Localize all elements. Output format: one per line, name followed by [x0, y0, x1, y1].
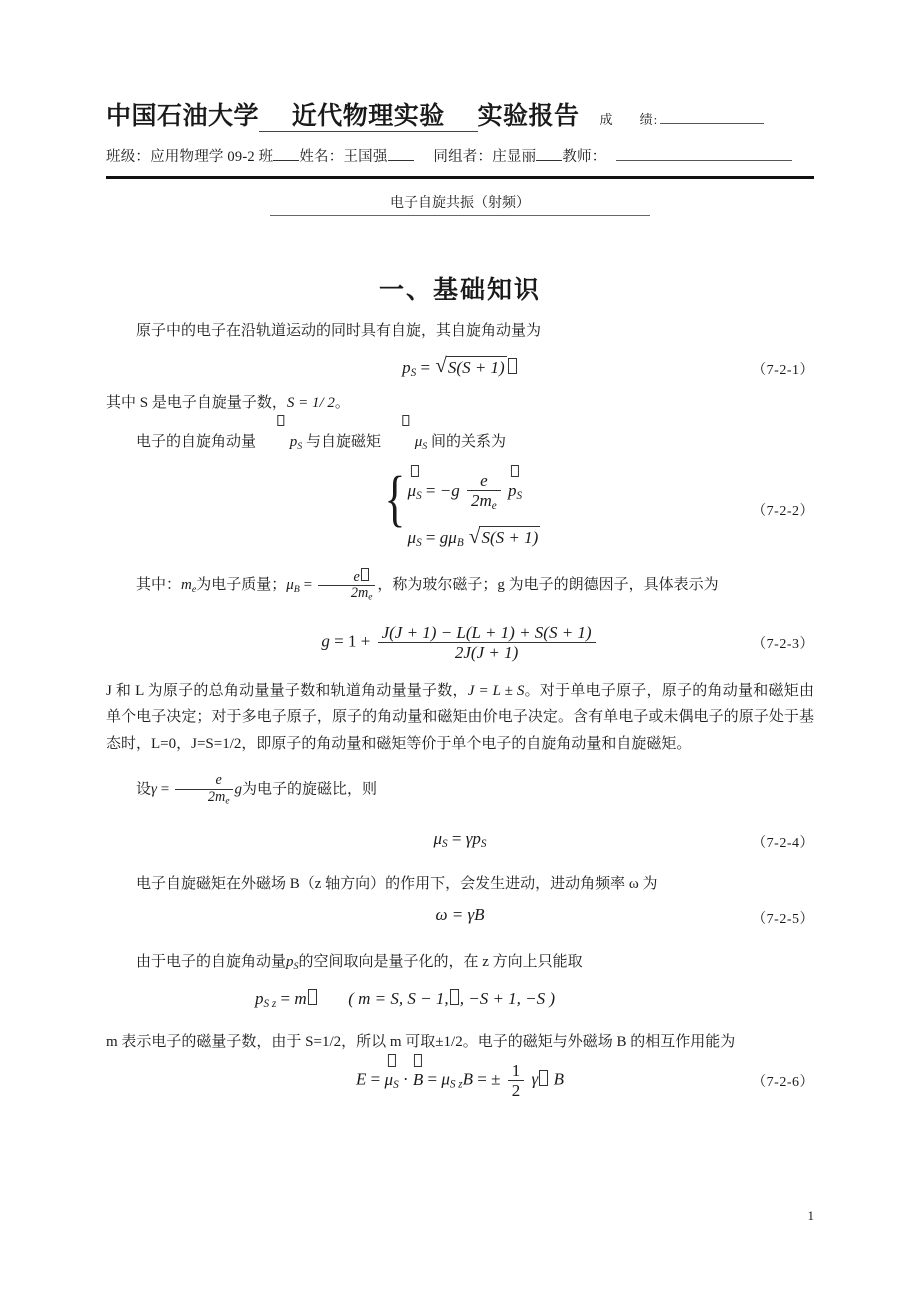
paragraph-5 [106, 678, 814, 757]
eq1-radical [435, 356, 506, 378]
equation-7-2-5: ω = γB [435, 904, 485, 924]
header-divider-rule [106, 176, 814, 179]
equation-7-2-2-row [106, 464, 814, 550]
p6-prefix: 设 [136, 781, 152, 798]
eq2-l2-op: = [425, 528, 436, 548]
eq7-lhs: E [356, 1069, 367, 1089]
p2-prefix: 其中 S 是电子自旋量子数， [106, 395, 287, 412]
vector-arrow-box-glyph-3 [411, 465, 419, 478]
eq7-muz-sub: S z [449, 1078, 463, 1091]
p5-rest: 。对于单电子原子，原子的角动量和磁矩由单个电子决定；对于多电子原子，原子的角动量和磁矩由价电子决定。含有单电子或未偶电子的原子处于基态时，L=0，J=S=1/2，即原子的角动量和磁矩等价于单个电子的自旋角动量和自旋磁矩。 [106, 683, 814, 752]
p3-prefix: 电子的自旋角动量 [136, 433, 257, 450]
p6-gyromagnetic-fraction [175, 773, 233, 807]
title-underline-segment [259, 104, 478, 132]
p4-mub: μ [286, 576, 294, 593]
vector-arrow-box-glyph-1 [277, 415, 284, 426]
partner-label: 同组者： [433, 149, 493, 165]
p2-suffix: 。 [334, 395, 350, 412]
class-value[interactable]: 应用物理学 09-2 班 [150, 149, 274, 165]
p4-mub-sub: B [293, 583, 300, 595]
eq6-op: = [280, 989, 291, 1009]
vector-arrow-box-glyph-6 [414, 1054, 422, 1067]
eq7-frac-den: 2 [508, 1080, 525, 1100]
equation-7-2-2 [106, 464, 814, 550]
p4-frac-num: e [318, 568, 376, 586]
eq4-op: = [451, 828, 462, 848]
eq1-lhs-sub: S [410, 367, 417, 380]
p5-math: J = L ± S [467, 683, 525, 700]
name-fill-line[interactable] [388, 160, 414, 161]
equation-7-2-1-row [106, 356, 814, 382]
eq7-op-3: = [477, 1069, 487, 1089]
hbar-box-glyph-4 [539, 1070, 548, 1086]
equation-7-2-2-number: （7-2-2） [752, 504, 814, 520]
hbar-box-glyph-3 [308, 989, 317, 1005]
equation-quantization [106, 989, 814, 1010]
equation-7-2-6-row [106, 1061, 814, 1100]
eq2-rows [406, 471, 541, 550]
paragraph-2 [106, 390, 814, 416]
page-number: 1 [807, 1208, 814, 1223]
eq7-half-fraction [508, 1061, 525, 1100]
score-label-2: 绩: [639, 112, 659, 127]
equation-7-2-6-number: （7-2-6） [752, 1074, 814, 1090]
eq3-fraction [378, 623, 596, 662]
equation-quantization-row [106, 989, 814, 1015]
eq4-rhs: γp [465, 828, 481, 848]
eq2-left-brace: { [384, 464, 406, 533]
eq7-frac-num: 1 [511, 1061, 521, 1081]
eq3-frac-num: J(J + 1) − L(L + 1) + S(S + 1) [381, 623, 592, 643]
p2-math: S = 1/ 2 [286, 395, 335, 412]
eq2-l1-sign: −g [439, 480, 460, 500]
eq2-l2-radicand: S(S + 1) [481, 528, 539, 548]
ellipsis-box-glyph [450, 989, 459, 1005]
equation-7-2-6 [106, 1061, 814, 1100]
paragraph-4 [106, 568, 814, 603]
eq2-l2-radical [469, 526, 540, 548]
eq2-line-2 [408, 526, 541, 549]
vector-arrow-box-glyph-5 [388, 1054, 396, 1067]
name-value[interactable]: 王国强 [343, 149, 388, 165]
eq4-rhs-sub: S [480, 837, 487, 850]
p4-me-sub: e [191, 583, 197, 595]
teacher-input-blank[interactable] [616, 148, 792, 161]
eq2-l1-frac-num: e [480, 470, 488, 490]
eq7-op-2: = [427, 1069, 438, 1089]
eq2-l2-factor: gμ [439, 528, 457, 548]
eq2-l1-fraction [467, 471, 501, 513]
p8-p-sub: S [293, 960, 299, 972]
eq2-vector-p: $p_S$ [508, 481, 522, 502]
p8-suffix: 的空间取向是量子化的，在 z 方向上只能取 [298, 953, 583, 970]
eq7-op-1: = [370, 1069, 381, 1089]
p3-vector-mu: $\mu_S$ [385, 429, 427, 455]
eq2-l2-lhs-sub: S [416, 537, 422, 550]
eq7-muz: μ [441, 1069, 450, 1089]
equation-7-2-3-number: （7-2-3） [752, 636, 814, 652]
eq1-lhs: p [402, 358, 411, 378]
eq3-one: 1 + [347, 631, 371, 651]
eq6-condition: ( m = S, S − 1, [348, 989, 449, 1009]
report-header-info-row [106, 145, 814, 166]
eq6-lhs: p [254, 989, 264, 1009]
score-input-blank[interactable] [660, 111, 764, 124]
university-name: 中国石油大学 [106, 103, 260, 130]
equation-7-2-4-row [106, 829, 814, 855]
p5-prefix: J 和 L 为原子的总角动量量子数和轨道角动量量子数， [106, 683, 468, 700]
eq2-l2-factor-sub: B [456, 537, 464, 550]
p6-frac-den: $2m_e$ [175, 789, 233, 807]
p3-middle: 与自旋磁矩 [305, 433, 381, 450]
equation-7-2-5-number: （7-2-5） [752, 911, 814, 927]
p8-prefix: 由于电子的自旋角动量 [136, 953, 287, 970]
equation-7-2-3-row [106, 623, 814, 662]
class-fill-line[interactable] [273, 160, 299, 161]
paragraph-8 [106, 949, 814, 975]
partner-fill-line[interactable] [536, 160, 562, 161]
eq7-b3: B [553, 1069, 564, 1089]
eq4-lhs-sub: S [442, 837, 448, 850]
eq6-condition-2: , −S + 1, −S ) [459, 989, 556, 1009]
p4-bohr-magneton-fraction [318, 568, 376, 603]
name-label: 姓名： [299, 149, 344, 165]
p4-middle-1: 为电子质量； [196, 576, 287, 593]
eq7-b2: B [462, 1069, 474, 1089]
equation-7-2-1 [106, 356, 814, 379]
p6-g: g [234, 781, 242, 798]
p4-frac-den: $2m_e$ [318, 585, 376, 603]
paragraph-9: m 表示电子的磁量子数，由于 S=1/2，所以 m 可取±1/2。电子的磁矩与外磁场 B 的相互作用能为 [106, 1034, 736, 1051]
p4-middle-2: ，称为玻尔磁子；g 为电子的朗德因子，具体表示为 [377, 576, 719, 593]
eq2-system [380, 464, 541, 550]
eq1-radicand: S(S + 1) [447, 358, 505, 378]
report-header-title-row [106, 104, 814, 132]
eq2-line-1 [408, 471, 541, 513]
hbar-box-glyph-2 [361, 568, 369, 582]
equation-7-2-5-row [106, 905, 814, 931]
eq6-rhs: m [294, 989, 307, 1009]
p6-frac-num: e [215, 771, 222, 788]
eq7-vector-mu: $\mu_S$ [385, 1070, 399, 1091]
eq7-plusminus: ± [491, 1069, 501, 1089]
vector-arrow-box-glyph-4 [511, 465, 519, 478]
equation-7-2-3 [106, 623, 814, 662]
paragraph-3 [106, 429, 814, 455]
eq2-l1-frac-den: $2m_e$ [467, 490, 501, 513]
equation-7-2-4-number: （7-2-4） [752, 835, 814, 851]
paragraph-7: 电子自旋磁矩在外磁场 B（z 轴方向）的作用下，会发生进动，进动角频率 ω 为 [136, 875, 658, 892]
paragraph-6 [106, 773, 814, 807]
eq6-lhs-sub: S z [263, 998, 277, 1011]
eq3-lhs: g [321, 631, 330, 651]
eq1-operator: = [420, 358, 431, 378]
section-heading: 一、基础知识 [378, 277, 541, 304]
eq7-dot: · [402, 1069, 409, 1089]
p3-vector-p: $p_S$ [260, 429, 302, 455]
eq3-frac-den: 2J(J + 1) [378, 642, 596, 662]
course-name: 近代物理实验 [291, 103, 445, 130]
eq7-vector-b: B [413, 1070, 423, 1090]
score-label: 成 [599, 112, 614, 127]
p3-suffix: 间的关系为 [430, 433, 506, 450]
p4-me: m [181, 576, 192, 593]
document-type: 实验报告 [477, 103, 580, 130]
p6-suffix: 为电子的旋磁比，则 [242, 781, 378, 798]
p6-gamma: γ [151, 781, 157, 798]
vector-arrow-box-glyph-2 [402, 415, 409, 426]
experiment-title: 电子自旋共振（射频） [270, 192, 650, 216]
eq2-vector-mu: $\mu_S$ [408, 481, 422, 502]
p4-prefix: 其中： [136, 576, 182, 593]
p4-equals: = [303, 576, 313, 593]
partner-value[interactable]: 庄显丽 [492, 149, 537, 165]
eq7-gamma: γ [531, 1069, 539, 1089]
eq2-l2-lhs: μ [407, 528, 417, 548]
equation-7-2-1-number: （7-2-1） [752, 363, 814, 379]
experiment-title-row [106, 192, 814, 216]
hbar-box-glyph [508, 358, 517, 374]
teacher-label: 教师： [562, 149, 607, 165]
paragraph-1: 原子中的电子在沿轨道运动的同时具有自旋，其自旋角动量为 [136, 323, 542, 339]
equation-7-2-4 [106, 829, 814, 850]
class-label: 班级： [106, 149, 151, 165]
p6-equals: = [160, 781, 170, 798]
eq4-lhs: μ [433, 828, 443, 848]
eq3-op: = [334, 631, 344, 651]
eq2-l1-op: = [425, 480, 436, 500]
page-content [106, 104, 814, 1100]
p8-p: p [286, 953, 294, 970]
